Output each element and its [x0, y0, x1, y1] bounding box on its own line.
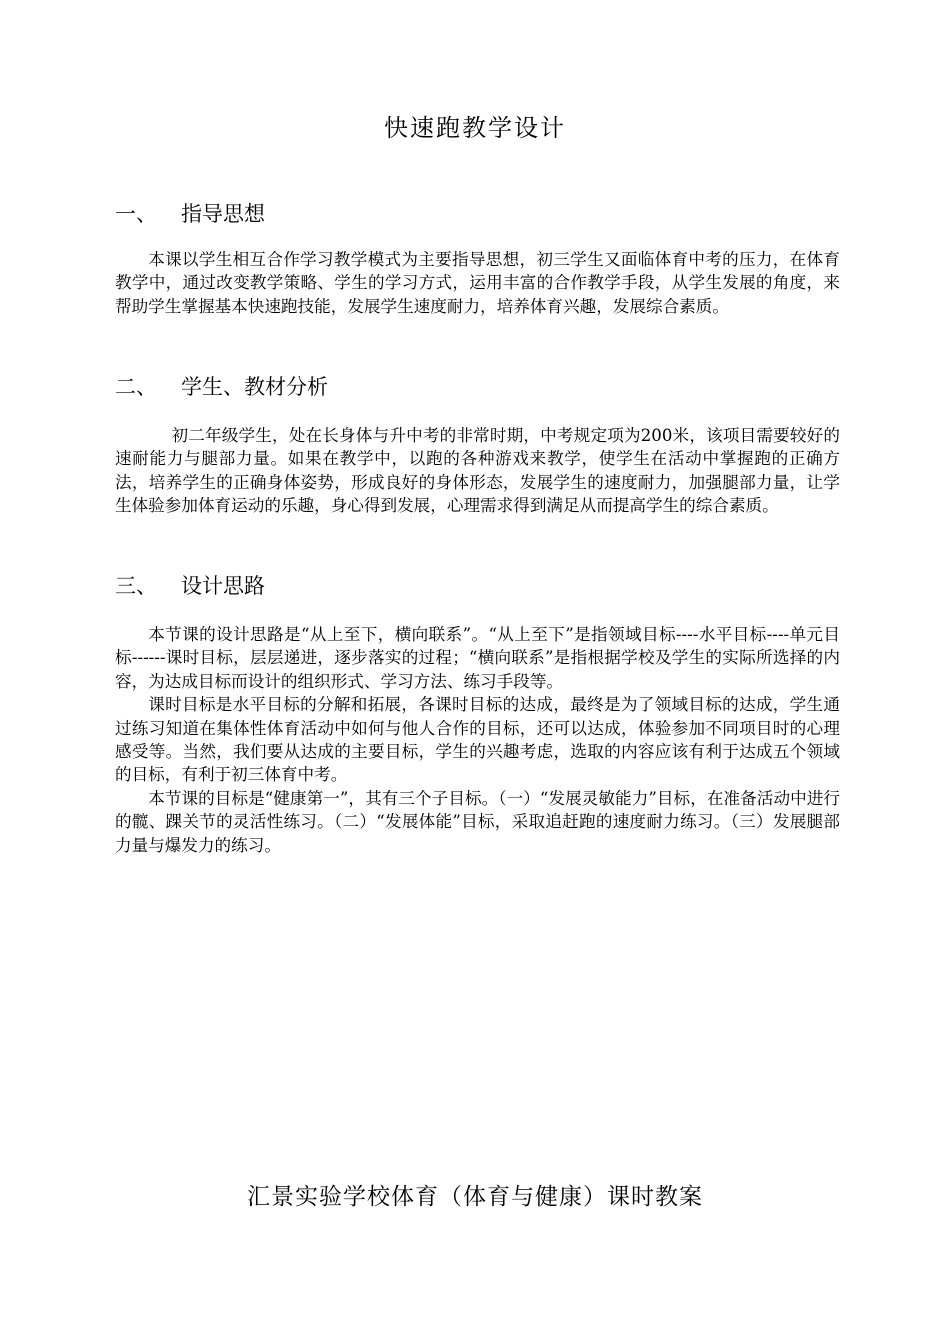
section-body-guiding-ideology: [115, 248, 840, 318]
document-title: 快速跑教学设计: [384, 114, 566, 142]
paragraph: 初二年级学生，处在长身体与升中考的非常时期，中考规定项为200米，该项目需要较好的速耐能力与腿部力量。如果在教学中，以跑的各种游戏来教学，使学生在活动中掌握跑的正确方法，培养学生的正确身体姿势，形成良好的身体形态，发展学生的速度耐力，加强腿部力量，让学生体验参加体育运动的乐趣，身心得到发展，心理需求得到满足从而提高学生的综合素质。: [115, 426, 840, 516]
section-heading-student-material-analysis: [115, 371, 328, 401]
section-number: 一、: [115, 202, 157, 226]
section-title: 指导思想: [181, 202, 265, 226]
lesson-plan-title: 汇景实验学校体育（体育与健康）课时教案: [247, 1184, 703, 1210]
paragraph: 课时目标是水平目标的分解和拓展，各课时目标的达成，最终是为了领域目标的达成，学生通过练习知道在集体性体育活动中如何与他人合作的目标，还可以达成，体验参加不同项目时的心理感受等。当然，我们要从达成的主要目标，学生的兴趣考虑，选取的内容应该有利于达成五个领域的目标，有利于初三体育中考。: [115, 695, 840, 785]
section-title: 设计思路: [181, 574, 265, 598]
paragraph: 本课以学生相互合作学习教学模式为主要指导思想，初三学生又面临体育中考的压力，在体育教学中，通过改变教学策略、学生的学习方式，运用丰富的合作教学手段，从学生发展的角度，来帮助学生掌握基本快速跑技能，发展学生速度耐力，培养体育兴趣，发展综合素质。: [115, 250, 840, 316]
section-body-student-material-analysis: [115, 424, 840, 518]
section-heading-guiding-ideology: [115, 198, 265, 228]
section-number: 二、: [115, 375, 157, 399]
section-heading-design-approach: [115, 570, 265, 600]
section-number: 三、: [115, 574, 157, 598]
paragraph: 本节课的目标是“健康第一”，其有三个子目标。（一）“发展灵敏能力”目标，在准备活动中进行的髋、踝关节的灵活性练习。（二）“发展体能”目标，采取追赶跑的速度耐力练习。（三）发展腿部力量与爆发力的练习。: [115, 788, 840, 855]
section-title: 学生、教材分析: [181, 375, 328, 399]
paragraph: 本节课的设计思路是“从上至下，横向联系”。“从上至下”是指领域目标----水平目标----单元目标------课时目标，层层递进，逐步落实的过程；“横向联系”是指根据学校及学生的实际所选择的内容，为达成目标而设计的组织形式、学习方法、练习手段等。: [115, 625, 840, 691]
section-body-design-approach: [115, 623, 840, 857]
